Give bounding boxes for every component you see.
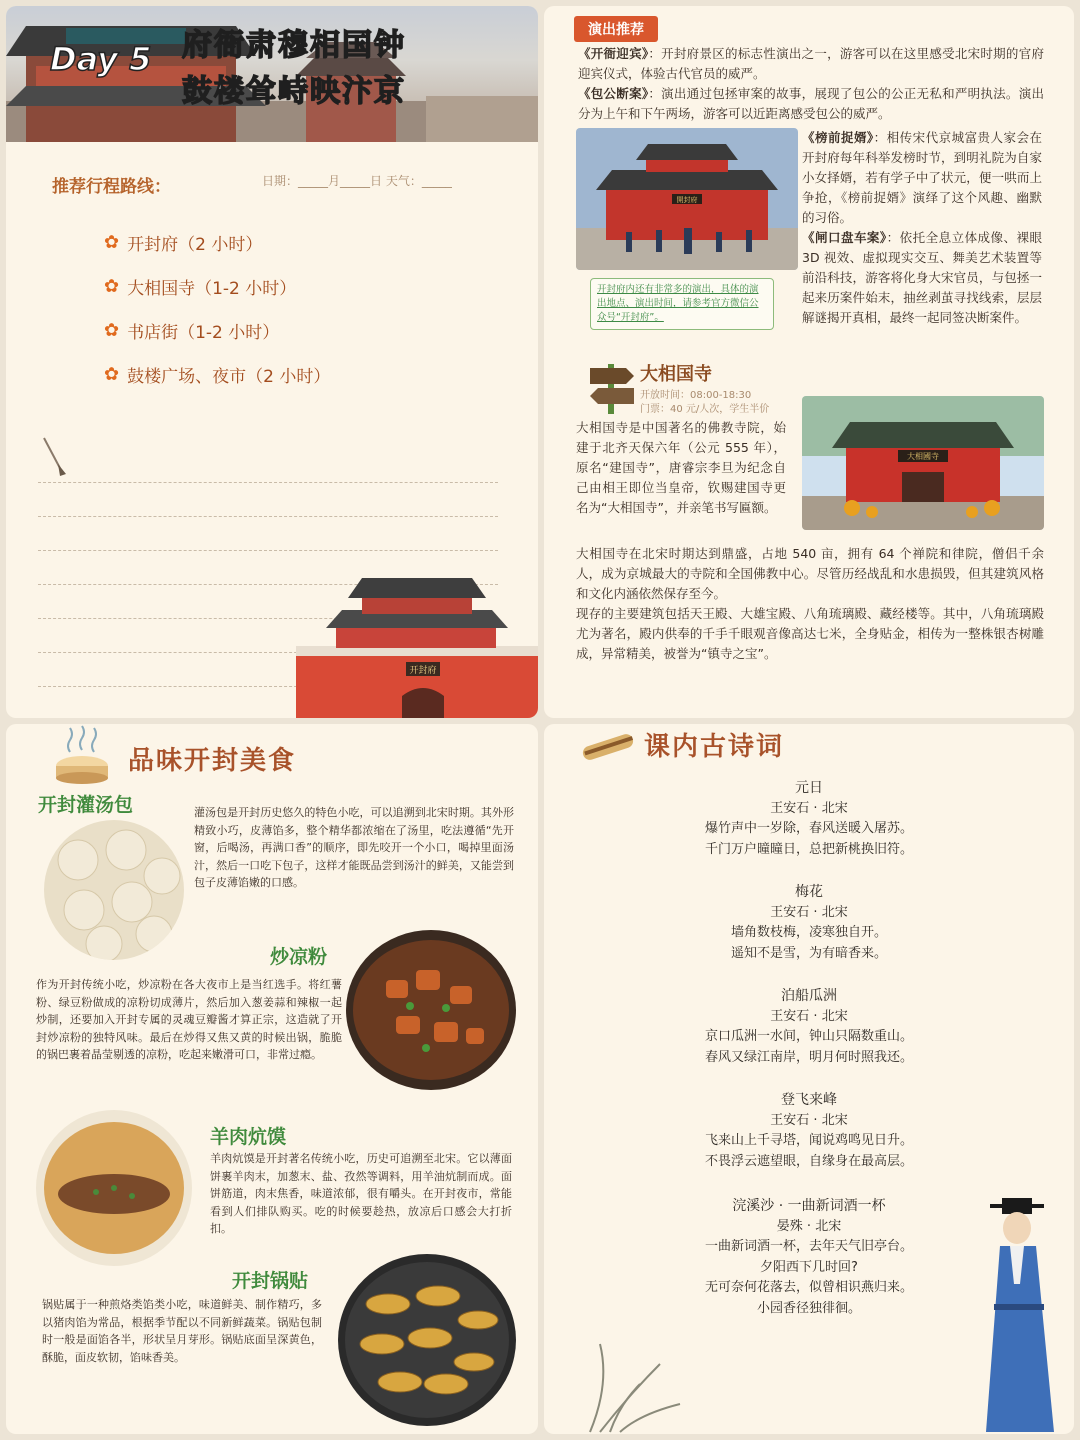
- flower-icon: ✿: [104, 232, 120, 253]
- flower-icon: ✿: [104, 364, 120, 385]
- temple-paragraph: 大相国寺在北宋时期达到鼎盛，占地 540 亩，拥有 64 个禅院和律院，僧侣千余人，成为京城最大的寺院和全国佛教中心。尽管历经战乱和水患损毁，但其建筑风格和文化内涵依然保存至今。: [576, 546, 1044, 601]
- kaifeng-gate-illustration: [296, 566, 538, 718]
- poem-author: 王安石 · 北宋: [770, 1008, 848, 1024]
- poem-author: 王安石 · 北宋: [770, 800, 848, 816]
- poem-block: [544, 986, 1074, 1068]
- gate-plaque: 开封府: [409, 666, 437, 676]
- poem-author: 王安石 · 北宋: [770, 1112, 848, 1128]
- route-label: 推荐行程路线：: [52, 177, 171, 197]
- title-line-2: 鼓楼耸峙映汴京: [182, 74, 406, 109]
- food-description: 作为开封传统小吃，炒凉粉在各大夜市上是当红选手。将红薯粉、绿豆粉做成的凉粉切成薄片，然后加入葱姜蒜和辣椒一起炒制，还要加入开封专属的灵魂豆瓣酱才算正宗，这造就了开封炒凉粉的独特风味。最后在炒得又焦又黄的时候出锅，脆脆的锅巴裹着晶莹剔透的凉粉，吃起来嫩滑可口，非常过瘾。: [36, 978, 342, 1061]
- poem-line: 无可奈何花落去，似曾相识燕归来。: [704, 1280, 913, 1295]
- temple-name: 大相国寺: [640, 364, 712, 385]
- flower-icon: ✿: [104, 320, 120, 341]
- brush-pen-icon: [40, 434, 70, 478]
- note-line[interactable]: [38, 516, 498, 517]
- shows-note: 开封府内还有非常多的演出，具体的演出地点、演出时间，请参考官方微信公众号“开封府”。: [590, 278, 774, 330]
- poem-title: 浣溪沙 · 一曲新词酒一杯: [732, 1198, 886, 1214]
- poem-line: 不畏浮云遮望眼，自缘身在最高层。: [704, 1153, 913, 1169]
- food-name: 开封锅贴: [232, 1270, 309, 1292]
- poem-line: 墙角数枝梅，凌寒独自开。: [730, 925, 887, 940]
- itinerary-panel: [6, 6, 538, 718]
- potsticker-photo: [338, 1254, 516, 1426]
- soup-dumpling-photo: [44, 820, 184, 960]
- note-line[interactable]: [38, 482, 498, 483]
- building-plaque: 開封府: [676, 196, 698, 204]
- temple-hours: 开放时间：08:00-18:30: [640, 390, 752, 401]
- note-line[interactable]: [38, 550, 498, 551]
- poem-author: 晏殊 · 北宋: [776, 1218, 842, 1234]
- fried-jelly-photo: [346, 930, 516, 1090]
- food-name: 炒凉粉: [270, 946, 328, 968]
- grass-illustration: [570, 1324, 690, 1434]
- scroll-icon: [578, 726, 640, 766]
- food-description: 羊肉炕馍是开封著名传统小吃，历史可追溯至北宋。它以薄面饼裹羊肉末，加葱末、盐、孜然等调料，用羊油炕制而成。面饼筋道，肉末焦香，味道浓郁，很有嚼头。在开封夜市，常能看到人们排队购买。吃的时候要趁热，放凉后口感会大打折扣。: [210, 1152, 512, 1235]
- show-paragraph: 《开衙迎宾》：开封府景区的标志性演出之一，游客可以在这里感受北宋时期的官府迎宾仪式，体验古代官员的威严。: [578, 46, 1044, 81]
- poem-line: 飞来山上千寻塔，闻说鸡鸣见日升。: [704, 1133, 913, 1148]
- food-section-title: 品味开封美食: [128, 746, 297, 776]
- signpost-icon: [586, 356, 638, 414]
- kaifengfu-photo: [576, 128, 798, 270]
- poem-block: [544, 778, 1074, 860]
- temple-paragraph: 大相国寺是中国著名的佛教寺院，始建于北齐天保六年（公元 555 年），原名“建国寺”，唐睿宗李旦为纪念自己由相王即位当皇帝，钦赐建国寺更名为“大相国寺”，并亲笔书写匾额。: [576, 420, 786, 515]
- food-panel: [6, 724, 538, 1434]
- poem-title: 登飞来峰: [781, 1092, 837, 1108]
- lamb-flatbread-photo: [36, 1110, 192, 1266]
- flower-icon: ✿: [104, 276, 120, 297]
- poem-line: 京口瓜洲一水间，钟山只隔数重山。: [704, 1029, 913, 1044]
- hero-banner: [6, 6, 538, 142]
- scholar-illustration: [980, 1194, 1060, 1432]
- food-name: 羊肉炕馍: [210, 1126, 287, 1148]
- poem-line: 夕阳西下几时回?: [760, 1259, 858, 1275]
- poem-line: 遥知不是雪，为有暗香来。: [730, 945, 887, 961]
- route-item: ✿ 鼓楼广场、夜市（2 小时）: [104, 364, 331, 387]
- poem-title: 梅花: [795, 884, 823, 900]
- date-weather-field: 日期：_____月_____日 天气：_____: [262, 174, 452, 188]
- temple-paragraph: 现存的主要建筑包括天王殿、大雄宝殿、八角琉璃殿、藏经楼等。其中，八角琉璃殿尤为著名，殿内供奉的千手千眼观音像高达七米，全身贴金，相传为一整株银杏树雕成，异常精美，被誉为“镇寺之宝”。: [576, 606, 1044, 661]
- show-paragraph: 《闸口盘车案》：依托全息立体成像、裸眼 3D 视效、虚拟现实交互、舞美艺术装置等前沿科技，游客将化身大宋官员，与包拯一起来历案件始末，抽丝剥茧寻找线索，层层解谜揭开真相，最终一起同签决断案件。: [802, 230, 1042, 325]
- route-item: ✿ 书店街（1-2 小时）: [104, 320, 280, 343]
- poem-block: [544, 882, 1074, 964]
- poem-title: 泊船瓜洲: [781, 988, 837, 1004]
- food-name: 开封灌汤包: [38, 794, 134, 816]
- xiangguo-temple-photo: [802, 396, 1044, 530]
- shows-panel: [544, 6, 1074, 718]
- poem-line: 小园香径独徘徊。: [756, 1300, 861, 1316]
- day-label: Day 5: [50, 40, 152, 78]
- poem-line: 千门万户曈曈日，总把新桃换旧符。: [704, 841, 913, 857]
- poem-title: 元日: [795, 780, 823, 796]
- route-item: ✿ 大相国寺（1-2 小时）: [104, 276, 297, 299]
- food-description: 锅贴属于一种煎烙类馅类小吃，味道鲜美、制作精巧，多以猪肉馅为常品，根据季节配以不同新鲜蔬菜。锅贴包制时一般是面馅各半，形状呈月芽形。锅贴底面呈深黄色，酥脆，面皮软韧，馅味香美。: [42, 1298, 322, 1364]
- poetry-section-title: 课内古诗词: [644, 732, 785, 762]
- poem-line: 一曲新词酒一杯，去年天气旧亭台。: [704, 1239, 913, 1254]
- title-line-1: 府衙肃穆相国钟: [182, 28, 406, 63]
- food-description: 灌汤包是开封历史悠久的特色小吃，可以追溯到北宋时期。其外形精致小巧，皮薄馅多，整个精华都浓缩在了汤里，吃法遵循“先开窗，后喝汤，再满口香”的顺序，即先咬开一个小口，喝掉里面汤汁，然后一口吃下包子，这样才能既品尝到汤汁的鲜美，又能尝到包子皮薄馅嫩的口感。: [194, 806, 514, 889]
- temple-plaque: 大相國寺: [907, 452, 939, 461]
- poem-author: 王安石 · 北宋: [770, 904, 848, 920]
- show-paragraph: 《包公断案》：演出通过包拯审案的故事，展现了包公的公正无私和严明执法。演出分为上午和下午两场，游客可以近距离感受包公的威严。: [578, 86, 1044, 121]
- show-paragraph: 《榜前捉婿》：相传宋代京城富贵人家会在开封府每年科举发榜时节，到明礼院为自家小女择婿，若有学子中了状元，便一哄而上争抢，《榜前捉婿》演绎了这个风趣、幽默的习俗。: [802, 130, 1042, 225]
- temple-ticket: 门票：40 元/人次，学生半价: [640, 404, 770, 415]
- poetry-panel: [544, 724, 1074, 1434]
- poem-line: 春风又绿江南岸，明月何时照我还。: [704, 1049, 913, 1065]
- steamer-icon: [50, 724, 110, 786]
- route-item: ✿ 开封府（2 小时）: [104, 232, 263, 255]
- poem-line: 爆竹声中一岁除，春风送暖入屠苏。: [704, 821, 913, 836]
- shows-tag: 演出推荐: [574, 16, 658, 42]
- poem-block: [544, 1090, 1074, 1172]
